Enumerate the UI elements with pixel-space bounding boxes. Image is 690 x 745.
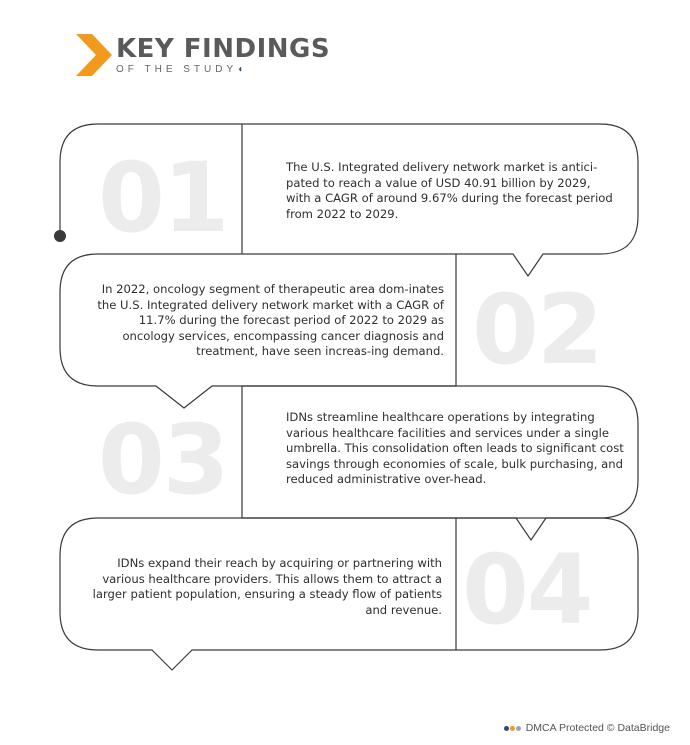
finding-text-01: The U.S. Integrated delivery network market is antici-pated to reach a value of USD 40.91 billion by 2029, with a CAGR of around 9.67% during the forecast period from 2022 to 2029. xyxy=(286,160,613,221)
finding-number-04: 04 xyxy=(462,534,592,646)
page-title: KEY FINDINGS xyxy=(116,34,331,64)
finding-number-02: 02 xyxy=(472,274,602,386)
finding-number-01: 01 xyxy=(98,142,228,254)
footer-text: DMCA Protected © DataBridge xyxy=(525,722,670,734)
start-dot-icon xyxy=(54,230,66,242)
footer-dot-icon xyxy=(510,726,515,731)
footer-dot-icon xyxy=(516,726,521,731)
finding-text-02: In 2022, oncology segment of therapeutic area dom-inates the U.S. Integrated delivery network market with a CAGR of 11.7% during the forecast period of 2022 to 2029 as oncology services, encompassing cancer diagnosis and treatment, have seen increas-ing demand. xyxy=(97,282,444,359)
page-subtitle: OF THE STUDY◖ xyxy=(116,64,244,75)
finding-text-04: IDNs expand their reach by acquiring or partnering with various healthcare providers. This allows them to attract a larger patient population, ensuring a steady flow of patients and revenue. xyxy=(92,556,442,617)
finding-text-03: IDNs streamline healthcare operations by integrating various healthcare facilities and services under a single umbrella. This consolidation often leads to significant cost savings through economies of scale, bulk purchasing, and reduced administrative over-head. xyxy=(286,410,624,487)
finding-number-03: 03 xyxy=(98,404,228,516)
footer-dot-icon xyxy=(504,726,509,731)
crescent-icon: ◖ xyxy=(237,64,244,75)
footer-credit xyxy=(504,722,670,734)
